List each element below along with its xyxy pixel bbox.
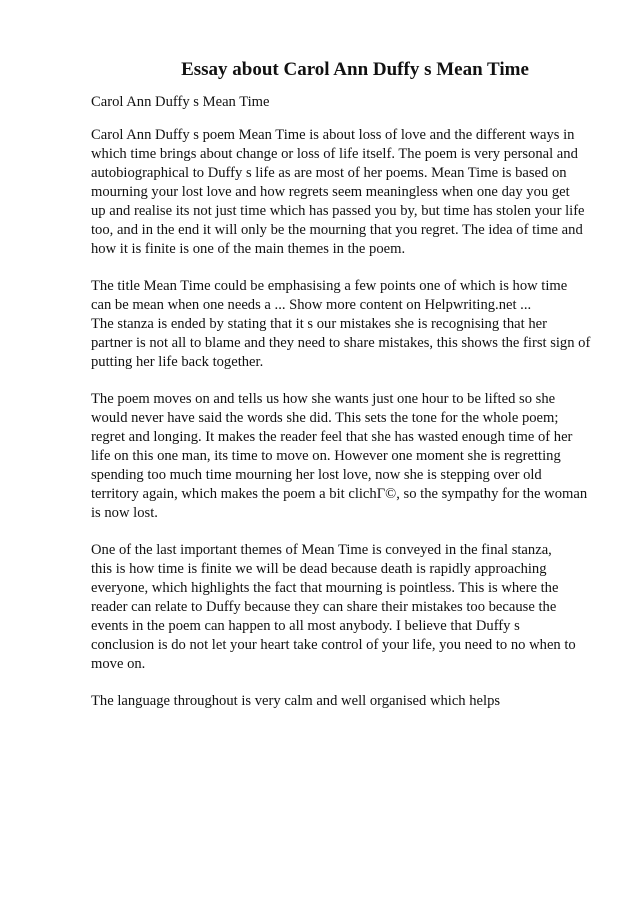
paragraph-line: putting her life back together. xyxy=(91,354,264,370)
paragraph-line: Carol Ann Duffy s poem Mean Time is about loss of love and the different ways in xyxy=(91,127,575,143)
paragraph-line: how it is finite is one of the main themes in the poem. xyxy=(91,241,406,257)
paragraph-line: is now lost. xyxy=(91,505,158,521)
paragraph-line: everyone, which highlights the fact that mourning is pointless. This is where the xyxy=(91,580,559,596)
paragraph-line: spending too much time mourning her lost love, now she is stepping over old xyxy=(91,467,542,483)
paragraph-line: events in the poem can happen to all most anybody. I believe that Duffy s xyxy=(91,618,520,634)
paragraph-line: reader can relate to Duffy because they can share their mistakes too because the xyxy=(91,599,557,615)
paragraph-line: The poem moves on and tells us how she wants just one hour to be lifted so she xyxy=(91,391,556,407)
paragraph-line: which time brings about change or loss of life itself. The poem is very personal and xyxy=(91,146,578,162)
paragraph-line: too, and in the end it will only be the mourning that you regret. The idea of time and xyxy=(91,222,583,238)
paragraph xyxy=(91,277,591,372)
paragraph-line: The title Mean Time could be emphasising a few points one of which is how time xyxy=(91,278,568,294)
paragraph-line: conclusion is do not let your heart take control of your life, you need to no when to xyxy=(91,637,576,653)
paragraph-line: partner is not all to blame and they need to share mistakes, this shows the first sign of xyxy=(91,335,591,351)
essay-title: Essay about Carol Ann Duffy s Mean Time xyxy=(181,59,529,80)
paragraph xyxy=(91,541,591,674)
paragraph xyxy=(91,390,591,523)
paragraph-line: One of the last important themes of Mean Time is conveyed in the final stanza, xyxy=(91,542,552,558)
paragraph-line: The language throughout is very calm and well organised which helps xyxy=(91,693,501,709)
paragraph-line: life on this one man, its time to move on. However one moment she is regretting xyxy=(91,448,561,464)
essay-subtitle: Carol Ann Duffy s Mean Time xyxy=(91,94,270,110)
essay-page xyxy=(91,58,591,729)
paragraph xyxy=(91,126,591,259)
paragraph-line: mourning your lost love and how regrets seem meaningless when one day you get xyxy=(91,184,570,200)
paragraph-line: up and realise its not just time which has passed you by, but time has stolen your life xyxy=(91,203,585,219)
paragraph-line: would never have said the words she did. This sets the tone for the whole poem; xyxy=(91,410,559,426)
paragraph-line: territory again, which makes the poem a bit clichΓ©, so the sympathy for the woman xyxy=(91,486,588,502)
paragraph xyxy=(91,692,591,711)
paragraph-line: move on. xyxy=(91,656,146,672)
paragraph-line: can be mean when one needs a ... Show more content on Helpwriting.net ... xyxy=(91,297,532,313)
paragraph-line: this is how time is finite we will be dead because death is rapidly approaching xyxy=(91,561,547,577)
paragraph-line: The stanza is ended by stating that it s our mistakes she is recognising that her xyxy=(91,316,547,332)
essay-body xyxy=(91,126,591,711)
paragraph-line: regret and longing. It makes the reader feel that she has wasted enough time of her xyxy=(91,429,573,445)
paragraph-line: autobiographical to Duffy s life as are most of her poems. Mean Time is based on xyxy=(91,165,567,181)
